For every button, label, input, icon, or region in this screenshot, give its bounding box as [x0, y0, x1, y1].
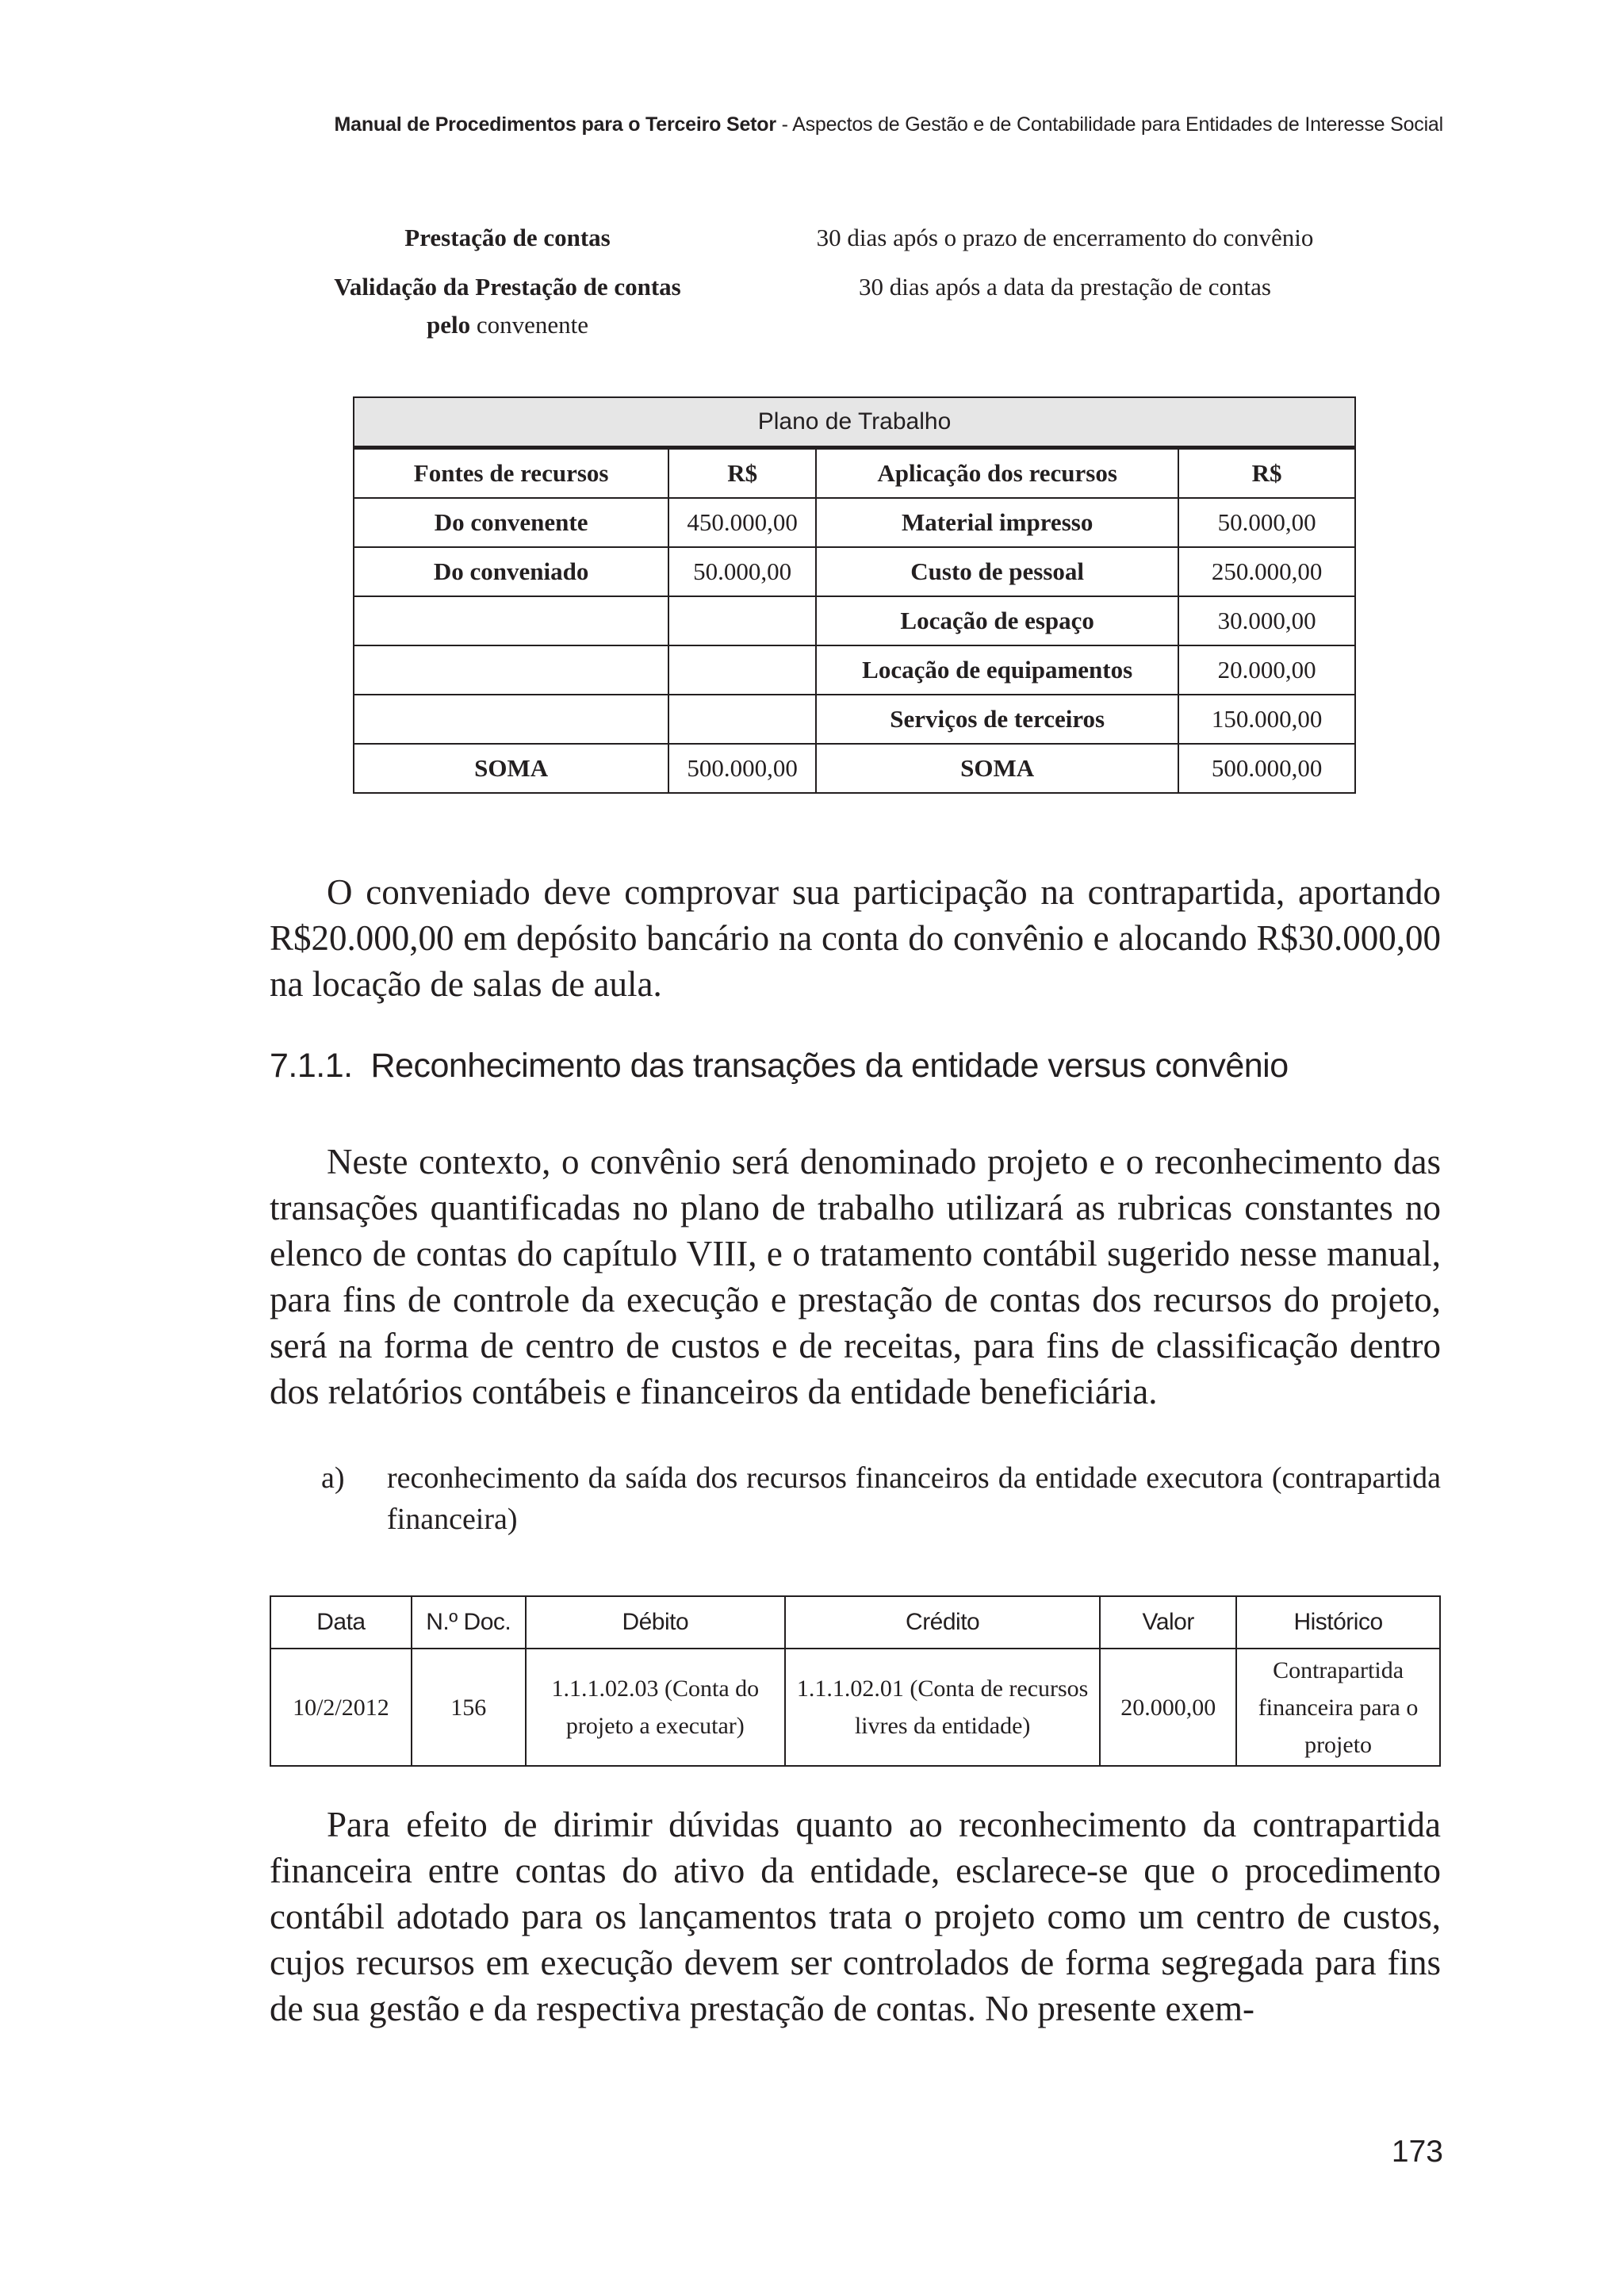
table-cell: Serviços de terceiros [816, 695, 1178, 744]
table-cell [354, 695, 668, 744]
schedule-value: 30 dias após o prazo de encerramento do convênio [816, 224, 1314, 251]
list-item-marker: a) [321, 1461, 345, 1495]
column-header: Histórico [1236, 1596, 1440, 1649]
table-row [354, 547, 1355, 596]
section-heading [270, 1047, 1289, 1086]
header-subtitle: Aspectos de Gestão e de Contabilidade para Entidades de Interesse Social [792, 113, 1443, 136]
body-paragraph [270, 1802, 1441, 2032]
schedule-label-line2: pelo convenente [426, 311, 589, 339]
table-cell: 150.000,00 [1178, 695, 1355, 744]
table-header-row [270, 1596, 1440, 1649]
table-cell: 450.000,00 [668, 498, 816, 547]
column-header: Crédito [785, 1596, 1100, 1649]
column-header: Aplicação dos recursos [816, 448, 1178, 499]
column-header: N.º Doc. [412, 1596, 526, 1649]
table-row [354, 645, 1355, 695]
column-header: Data [270, 1596, 412, 1649]
table-row [270, 1649, 1440, 1766]
section-title: Reconhecimento das transações da entidade versus convênio [370, 1047, 1289, 1085]
paragraph-text: Para efeito de dirimir dúvidas quanto ao reconhecimento da contrapartida financeira entre contas do ativo da entidade, esclarece-se que o procedimento contábil adotado para os lançamentos trata o projeto como um centro de custos, cujos recursos em execução devem ser controlados de forma segregada para fins de sua gestão e da respectiva prestação de contas. No presente exem- [270, 1805, 1441, 2028]
schedule-value: 30 dias após a data da prestação de contas [859, 273, 1271, 301]
column-header: R$ [1178, 448, 1355, 499]
journal-entry-table [270, 1595, 1441, 1767]
table-cell: Material impresso [816, 498, 1178, 547]
table-cell: 500.000,00 [668, 744, 816, 793]
column-header: Fontes de recursos [354, 448, 668, 499]
list-item-text: reconhecimento da saída dos recursos financeiros da entidade executora (contrapartida financeira) [387, 1461, 1441, 1536]
table-cell [668, 596, 816, 645]
table-cell [668, 695, 816, 744]
page-number: 173 [1391, 2135, 1443, 2169]
history-cell: Contrapartida financeira para o projeto [1236, 1649, 1440, 1766]
table-cell: 30.000,00 [1178, 596, 1355, 645]
table-cell: 50.000,00 [1178, 498, 1355, 547]
table-cell: 250.000,00 [1178, 547, 1355, 596]
running-header [0, 113, 1443, 136]
table-row [354, 695, 1355, 744]
column-header: R$ [668, 448, 816, 499]
credit-cell: 1.1.1.02.01 (Conta de recursos livres da entidade) [785, 1649, 1100, 1766]
table-cell: 20.000,00 [1178, 645, 1355, 695]
schedule-label: Prestação de contas [404, 224, 611, 251]
table-cell [354, 645, 668, 695]
column-header: Débito [526, 1596, 785, 1649]
table-cell: 50.000,00 [668, 547, 816, 596]
table-cell: Do convenente [354, 498, 668, 547]
table-cell: Custo de pessoal [816, 547, 1178, 596]
table-cell: 500.000,00 [1178, 744, 1355, 793]
doc-cell: 156 [412, 1649, 526, 1766]
body-paragraph [270, 869, 1441, 1007]
table-cell: Do conveniado [354, 547, 668, 596]
work-plan-table [353, 396, 1356, 794]
date-cell: 10/2/2012 [270, 1649, 412, 1766]
table-cell [354, 596, 668, 645]
table-cell: SOMA [816, 744, 1178, 793]
section-number: 7.1.1. [270, 1047, 353, 1085]
table-cell: SOMA [354, 744, 668, 793]
paragraph-text: O conveniado deve comprovar sua participação na contrapartida, aportando R$20.000,00 em depósito bancário na conta do convênio e alocando R$30.000,00 na locação de salas de aula. [270, 872, 1441, 1004]
header-title: Manual de Procedimentos para o Terceiro Setor [334, 113, 776, 136]
table-cell: Locação de equipamentos [816, 645, 1178, 695]
table-title: Plano de Trabalho [354, 397, 1355, 448]
body-paragraph [270, 1139, 1441, 1415]
column-header: Valor [1100, 1596, 1236, 1649]
debit-cell: 1.1.1.02.03 (Conta do projeto a executar) [526, 1649, 785, 1766]
table-header-row [354, 448, 1355, 499]
header-separator: - [776, 113, 793, 136]
value-cell: 20.000,00 [1100, 1649, 1236, 1766]
table-row [354, 596, 1355, 645]
table-total-row [354, 744, 1355, 793]
table-row [354, 498, 1355, 547]
schedule-label: Validação da Prestação de contas [334, 273, 681, 301]
table-cell [668, 645, 816, 695]
paragraph-text: Neste contexto, o convênio será denominado projeto e o reconhecimento das transações quantificadas no plano de trabalho utilizará as rubricas constantes no elenco de contas do capítulo VIII, e o tratamento contábil sugerido nesse manual, para fins de controle da execução e prestação de contas dos recursos do projeto, será na forma de centro de custos e de receitas, para fins de classificação dentro dos relatórios contábeis e financeiros da entidade beneficiária. [270, 1142, 1441, 1411]
table-title-row [354, 397, 1355, 448]
table-cell: Locação de espaço [816, 596, 1178, 645]
